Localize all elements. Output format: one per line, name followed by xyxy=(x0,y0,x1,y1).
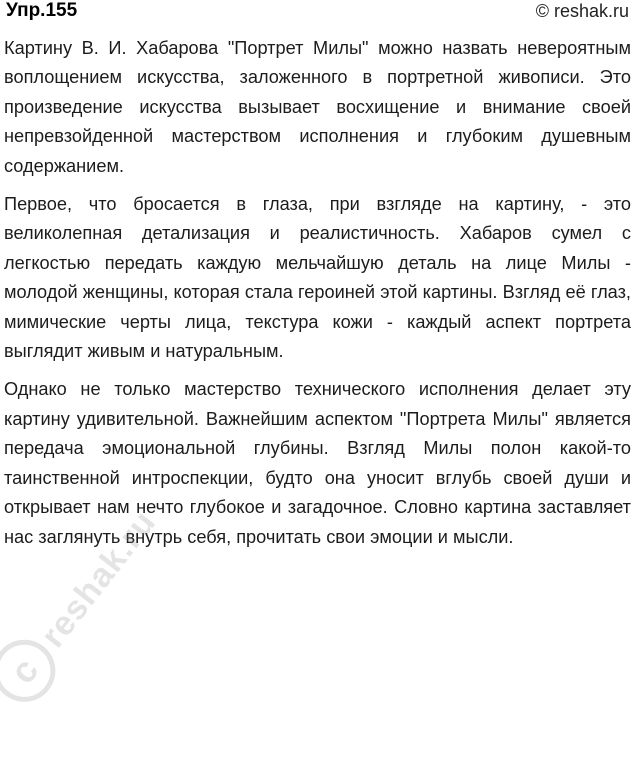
exercise-title: Упр.155 xyxy=(6,0,78,21)
paragraph-1: Картину В. И. Хабарова "Портрет Милы" можно назвать невероятным воплощением искусства, заложенного в портретной живописи. Это произведение искусства вызывает восхищение и внимание своей непревзойденной мастерством исполнения и глубоким душевным содержанием. xyxy=(4,38,631,176)
watermark-symbol: c xyxy=(1,649,47,692)
page-header xyxy=(4,0,631,28)
copyright-circle-icon xyxy=(0,627,68,714)
paragraph-2: Первое, что бросается в глаза, при взгляде на картину, - это великолепная детализация и реалистичность. Хабаров сумел с легкостью передать каждую мельчайшую деталь на лице Милы - молодой женщины, которая стала героиней этой картины. Взгляд её глаз, мимические черты лица, текстура кожи - каждый аспект портрета выглядит живым и натуральным. xyxy=(4,194,631,362)
site-credit: © reshak.ru xyxy=(535,1,629,21)
paragraph-3: Однако не только мастерство технического исполнения делает эту картину удивительной. Важнейшим аспектом "Портрета Милы" является передача эмоциональной глубины. Взгляд Милы полон какой-то таинственной интроспекции, будто она уносит вглубь своей души и открывает нам нечто глубокое и загадочное. Словно картина заставляет нас заглянуть внутрь себя, прочитать свои эмоции и мысли. xyxy=(4,379,631,547)
watermark-text: reshak.ru xyxy=(33,503,164,655)
essay-text xyxy=(4,34,631,561)
